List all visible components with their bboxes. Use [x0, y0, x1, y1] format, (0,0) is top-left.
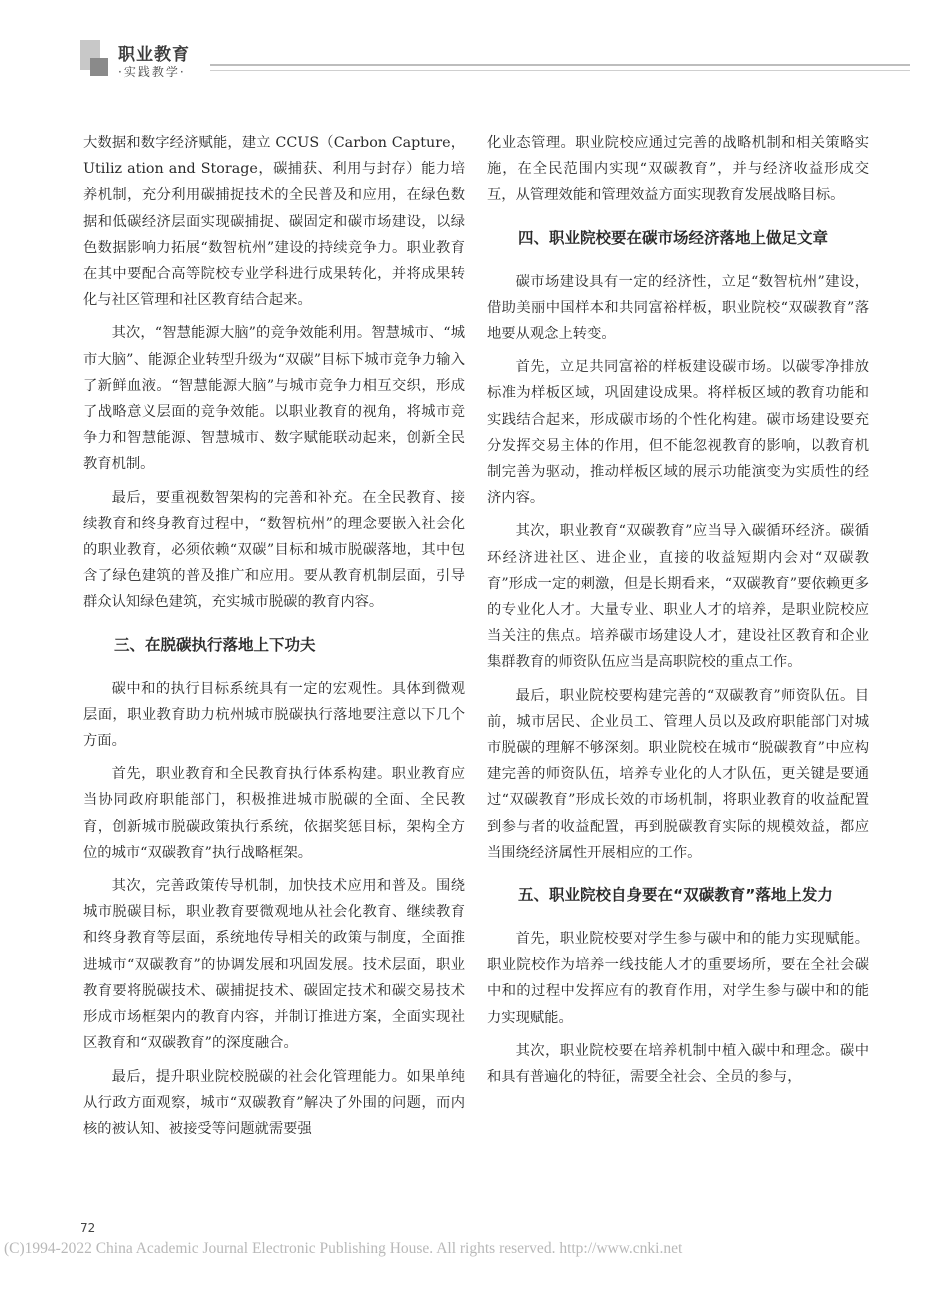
paragraph: 其次，完善政策传导机制，加快技术应用和普及。围绕城市脱碳目标，职业教育要微观地从社会化教育、继续教育和终身教育等层面，系统地传导相关的政策与制度，全面推进城市“双碳教育”的协调发展和巩固发展。技术层面，职业教育要将脱碳技术、碳捕捉技术、碳固定技术和碳交易技术形成市场框架内的教育内容，并制订推进方案，全面实现社区教育和“双碳教育”的深度融合。 [83, 878, 465, 1052]
paragraph: 首先，职业教育和全民教育执行体系构建。职业教育应当协同政府职能部门，积极推进城市脱碳的全面、全民教育，创新城市脱碳政策执行系统，依据奖惩目标，架构全方位的城市“双碳教育”执行战略框架。 [83, 766, 465, 861]
journal-section: ·实践教学· [118, 65, 186, 79]
right-column [487, 130, 869, 1097]
paragraph: 碳市场建设具有一定的经济性，立足“数智杭州”建设，借助美丽中国样本和共同富裕样板，职业院校“双碳教育”落地要从观念上转变。 [487, 273, 869, 343]
paragraph: 化业态管理。职业院校应通过完善的战略机制和相关策略实施，在全民范围内实现“双碳教育”，并与经济收益形成交互，从管理效能和管理效益方面实现教育发展战略目标。 [487, 135, 869, 204]
section-heading-5: 五、职业院校自身要在“双碳教育”落地上发力 [518, 886, 833, 905]
section-heading-4: 四、职业院校要在碳市场经济落地上做足文章 [518, 228, 829, 247]
paragraph: 最后，职业院校要构建完善的“双碳教育”师资队伍。目前，城市居民、企业员工、管理人员以及政府职能部门对城市脱碳的理解不够深刻。职业院校在城市“脱碳教育”中应构建完善的师资队伍，培养专业化的人才队伍，更关键是要通过“双碳教育”形成长效的市场机制，将职业教育的收益配置到参与者的收益配置，再到脱碳教育实际的规模效益，都应当围绕经济属性开展相应的工作。 [487, 687, 869, 861]
paragraph: 首先，职业院校要对学生参与碳中和的能力实现赋能。职业院校作为培养一线技能人才的重要场所，要在全社会碳中和的过程中发挥应有的教育作用，对学生参与碳中和的能力实现赋能。 [487, 931, 869, 1026]
journal-title: 职业教育 [118, 45, 190, 65]
paragraph: 最后，要重视数智架构的完善和补充。在全民教育、接续教育和终身教育过程中，“数智杭州”的理念要嵌入社会化的职业教育，必须依赖“双碳”目标和城市脱碳落地，其中包含了绿色建筑的普及推广和应用。要从教育机制层面，引导群众认知绿色建筑，充实城市脱碳的教育内容。 [83, 489, 465, 611]
header-rule-thin [210, 70, 910, 71]
copyright-footer: (C)1994-2022 China Academic Journal Electronic Publishing House. All rights reserved. http://www.cnki.net [4, 1240, 683, 1257]
section-heading-3: 三、在脱碳执行落地上下功夫 [114, 635, 316, 654]
page-number: 72 [80, 1221, 96, 1235]
paragraph: 其次，职业教育“双碳教育”应当导入碳循环经济。碳循环经济进社区、进企业，直接的收益短期内会对“双碳教育”形成一定的刺激，但是长期看来，“双碳教育”要依赖更多的专业化人才。大量专业、职业人才的培养，是职业院校应当关注的焦点。培养碳市场建设人才，建设社区教育和企业集群教育的师资队伍应当是高职院校的重点工作。 [487, 523, 869, 671]
header-rule [210, 64, 910, 66]
paragraph: 其次，“智慧能源大脑”的竞争效能利用。智慧城市、“城市大脑”、能源企业转型升级为“双碳”目标下城市竞争力输入了新鲜血液。“智慧能源大脑”与城市竞争力相互交织，形成了战略意义层面的竞争效能。以职业教育的视角，将城市竞争力和智慧能源、智慧城市、数字赋能联动起来，创新全民教育机制。 [83, 325, 465, 473]
paragraph: 首先，立足共同富裕的样板建设碳市场。以碳零净排放标准为样板区域，巩固建设成果。将样板区域的教育功能和实践结合起来，形成碳市场的个性化构建。碳市场建设要充分发挥交易主体的作用，但不能忽视教育的影响，以教育机制完善为驱动，推动样板区域的展示功能演变为实质性的经济内容。 [487, 359, 869, 507]
paragraph: 最后，提升职业院校脱碳的社会化管理能力。如果单纯从行政方面观察，城市“双碳教育”解决了外围的问题，而内核的被认知、被接受等问题就需要强 [83, 1068, 465, 1137]
left-column [83, 130, 465, 1149]
header-logo-block-dark [90, 58, 108, 76]
paragraph: 大数据和数字经济赋能，建立 CCUS（Carbon Capture，Utiliz ation and Storage，碳捕获、利用与封存）能力培养机制，充分利用碳捕捉技术的全民普及和应用，在绿色数据和低碳经济层面实现碳捕捉、碳固定和碳市场建设，以绿色数据影响力拓展“数智杭州”建设的持续竞争力。职业教育在其中要配合高等院校专业学科进行成果转化，并将成果转化与社区管理和社区教育结合起来。 [83, 135, 465, 309]
page-header [80, 40, 910, 80]
paragraph: 其次，职业院校要在培养机制中植入碳中和理念。碳中和具有普遍化的特征，需要全社会、全员的参与， [487, 1042, 869, 1086]
paragraph: 碳中和的执行目标系统具有一定的宏观性。具体到微观层面，职业教育助力杭州城市脱碳执行落地要注意以下几个方面。 [83, 680, 465, 750]
